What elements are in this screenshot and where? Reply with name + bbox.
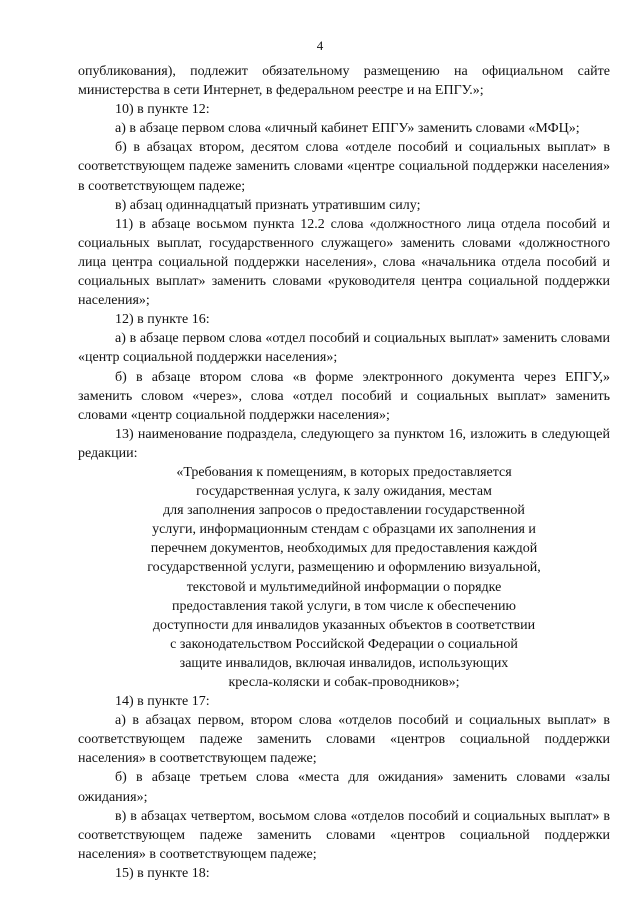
paragraph: 11) в абзаце восьмом пункта 12.2 слова «должностного лица отдела пособий и социальных выплат, государственного служащего» заменить словами «должностного лица центра социальной поддержки населения», слова «начальника отдела пособий и социальных выплат» заменить словами «руководителя центра социальной поддержки населения»; <box>78 216 610 309</box>
heading-line: доступности для инвалидов указанных объектов в соответствии <box>152 617 536 633</box>
page-number: 4 <box>316 38 324 53</box>
paragraph: б) в абзаце втором слова «в форме электронного документа через ЕПГУ,» заменить словом «через», слова «отдел пособий и социальных выплат» заменить словами «центр социальной поддержки населения»; <box>78 369 610 423</box>
paragraph: в) абзац одиннадцатый признать утратившим силу; <box>115 197 421 213</box>
heading-line: перечнем документов, необходимых для предоставления каждой <box>150 541 538 557</box>
paragraph: 15) в пункте 18: <box>115 865 210 881</box>
paragraph: а) в абзаце первом слова «личный кабинет ЕПГУ» заменить словами «МФЦ»; <box>115 121 580 137</box>
paragraph: а) в абзаце первом слова «отдел пособий и социальных выплат» заменить словами «центр социальной поддержки населения»; <box>78 331 610 366</box>
paragraph: 10) в пункте 12: <box>115 102 210 118</box>
paragraph: опубликования), подлежит обязательному размещению на официальном сайте министерства в сети Интернет, в федеральном реестре и на ЕПГУ.»; <box>78 64 610 99</box>
heading-line: текстовой и мультимедийной информации о порядке <box>186 579 502 595</box>
heading-line: услуги, информационным стендам с образцами их заполнения и <box>152 522 536 538</box>
heading-line: для заполнения запросов о предоставлении государственной <box>163 503 525 519</box>
heading-line: государственной услуги, размещению и оформлению визуальной, <box>147 560 541 576</box>
paragraph: б) в абзаце третьем слова «места для ожидания» заменить словами «залы ожидания»; <box>78 770 610 805</box>
heading-line: «Требования к помещениям, в которых предоставляется <box>176 464 512 480</box>
paragraph: 12) в пункте 16: <box>115 312 210 328</box>
heading-line: с законодательством Российской Федерации о социальной <box>170 636 518 652</box>
subsection-heading <box>78 463 610 692</box>
heading-line: защите инвалидов, включая инвалидов, использующих <box>179 655 509 671</box>
paragraph: 13) наименование подраздела, следующего за пунктом 16, изложить в следующей редакции: <box>78 426 610 461</box>
document-body <box>78 62 610 883</box>
paragraph: 14) в пункте 17: <box>115 694 210 710</box>
heading-line: предоставления такой услуги, в том числе к обеспечению <box>172 598 516 614</box>
paragraph: а) в абзацах первом, втором слова «отделов пособий и социальных выплат» в соответствующем падеже заменить словами «центров социальной поддержки населения» в соответствующем падеже; <box>78 713 610 767</box>
paragraph: в) в абзацах четвертом, восьмом слова «отделов пособий и социальных выплат» в соответствующем падеже заменить словами «центров социальной поддержки населения» в соответствующем падеже; <box>78 808 610 862</box>
heading-line: государственная услуга, к залу ожидания, местам <box>196 484 492 500</box>
paragraph: б) в абзацах втором, десятом слова «отделе пособий и социальных выплат» в соответствующем падеже заменить словами «центре социальной поддержки населения» в соответствующем падеже; <box>78 140 610 194</box>
heading-line: кресла-коляски и собак-проводников»; <box>228 675 460 690</box>
